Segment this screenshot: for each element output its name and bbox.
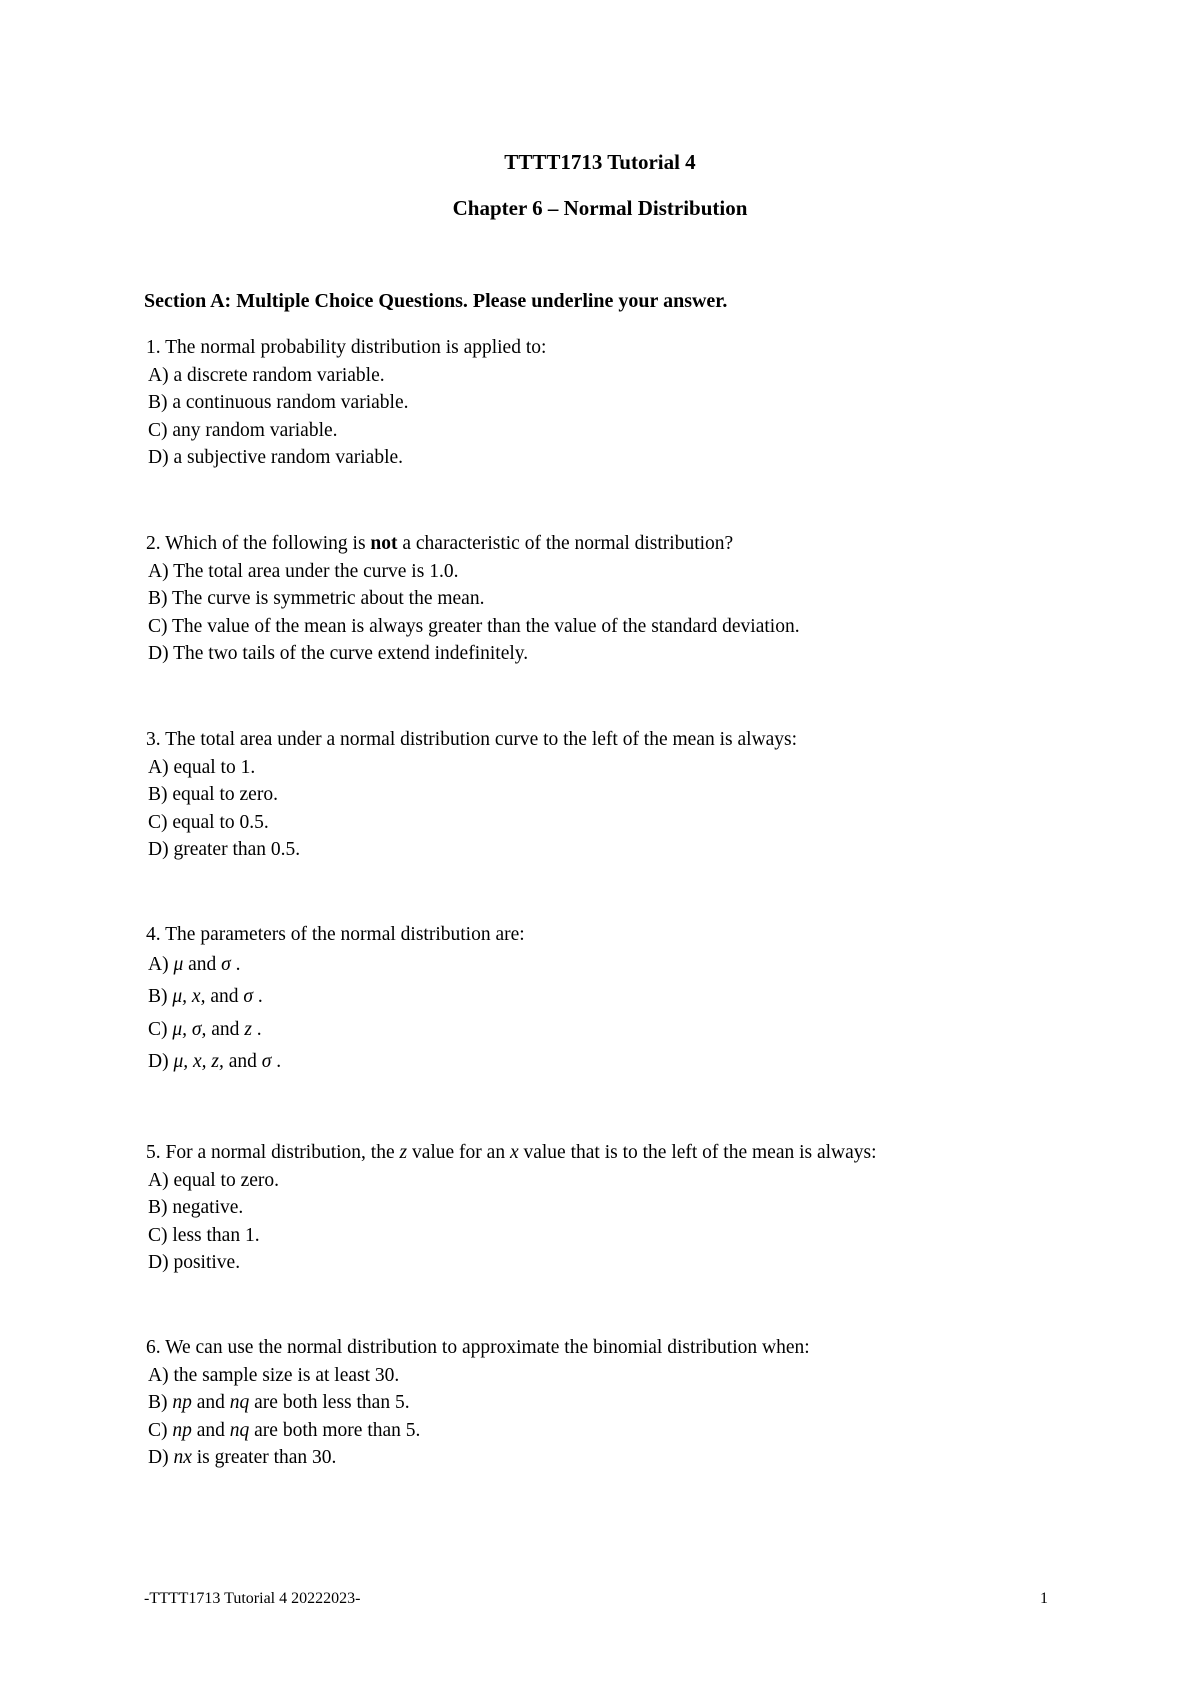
- math-symbol: σ: [261, 1051, 272, 1072]
- question-6: [144, 1334, 810, 1472]
- question-5-option-d: D) positive.: [148, 1252, 241, 1273]
- question-1-option-c: C) any random variable.: [148, 419, 338, 441]
- option-end: .: [251, 1018, 262, 1040]
- question-1-option-a: A) a discrete random variable.: [148, 364, 385, 386]
- question-5-stem-mid: value for an: [407, 1142, 510, 1163]
- math-variable: z: [399, 1142, 408, 1163]
- question-2-option-a: A) The total area under the curve is 1.0.: [148, 560, 459, 582]
- section-a-heading: Section A: Multiple Choice Questions. Please underline your answer.: [144, 290, 728, 312]
- question-4-stem: 4. The parameters of the normal distribution are:: [146, 924, 525, 945]
- option-label: A): [148, 1364, 174, 1386]
- question-1: [144, 334, 546, 472]
- option-label: D): [148, 1447, 174, 1468]
- footer-page-number: 1: [1040, 1590, 1048, 1607]
- question-3-option-b: B) equal to zero.: [148, 784, 278, 805]
- math-variable: np: [172, 1419, 192, 1441]
- option-label: C): [148, 1018, 168, 1040]
- option-text: and: [191, 1392, 230, 1413]
- question-5-stem-pre: 5. For a normal distribution, the: [146, 1142, 400, 1163]
- math-symbol: σ: [243, 986, 253, 1007]
- question-2-stem-pre: 2. Which of the following is: [146, 533, 371, 554]
- question-5-stem: [144, 1139, 877, 1167]
- math-symbols: μ, x, z,: [173, 1051, 224, 1072]
- option-text: are both more than 5.: [249, 1419, 421, 1441]
- option-text: and: [183, 953, 222, 975]
- question-5-option-c: C) less than 1.: [148, 1224, 260, 1246]
- question-5-option-a: A) equal to zero.: [148, 1169, 280, 1191]
- question-5: [144, 1139, 877, 1277]
- question-6-option-c: [144, 1417, 810, 1445]
- option-text: the sample size is at least 30.: [173, 1364, 400, 1386]
- option-end: .: [230, 953, 241, 975]
- option-end: .: [252, 986, 263, 1007]
- option-label: C): [148, 1419, 173, 1441]
- question-5-stem-post: value that is to the left of the mean is always:: [518, 1142, 877, 1163]
- math-symbols: μ: [173, 953, 184, 975]
- question-2-option-c: C) The value of the mean is always greater than the value of the standard deviation.: [148, 615, 800, 637]
- math-symbols: μ, σ,: [172, 1018, 207, 1040]
- question-4: [144, 921, 525, 1079]
- question-1-option-b: B) a continuous random variable.: [148, 392, 409, 413]
- question-6-option-b: [144, 1389, 810, 1417]
- question-2-stem-post: a characteristic of the normal distribution?: [397, 533, 734, 554]
- question-6-option-a: [144, 1362, 810, 1390]
- question-2-stem-emphasis: not: [370, 533, 398, 554]
- math-variable: x: [509, 1142, 519, 1163]
- math-symbols: μ, x,: [172, 986, 206, 1007]
- option-label: A): [148, 953, 169, 975]
- question-6-option-d: [144, 1444, 810, 1472]
- question-2: [144, 530, 800, 668]
- math-symbol: σ: [221, 953, 231, 975]
- question-6-stem: 6. We can use the normal distribution to approximate the binomial distribution when:: [146, 1337, 810, 1358]
- option-text: and: [191, 1419, 230, 1441]
- option-end: .: [271, 1051, 282, 1072]
- option-label: B): [148, 1392, 173, 1413]
- question-2-option-d: D) The two tails of the curve extend indefinitely.: [148, 643, 529, 664]
- option-text: is greater than 30.: [191, 1447, 337, 1468]
- question-3-stem: 3. The total area under a normal distribution curve to the left of the mean is always:: [146, 729, 798, 750]
- question-3: [144, 726, 797, 864]
- option-text: are both less than 5.: [249, 1392, 410, 1413]
- question-1-stem: 1. The normal probability distribution is applied to:: [146, 337, 547, 358]
- option-label: B): [148, 986, 168, 1007]
- option-label: D): [148, 1051, 169, 1072]
- option-text: and: [205, 986, 244, 1007]
- option-text: and: [223, 1051, 262, 1072]
- question-4-option-c: [144, 1014, 525, 1047]
- footer-document-id: -TTTT1713 Tutorial 4 20222023-: [144, 1590, 361, 1607]
- question-2-stem: [144, 530, 800, 558]
- page-subtitle: Chapter 6 – Normal Distribution: [452, 196, 748, 220]
- option-text: and: [206, 1018, 245, 1040]
- question-4-option-b: [144, 981, 525, 1014]
- question-5-option-b: B) negative.: [148, 1197, 244, 1218]
- question-4-option-a: [144, 949, 525, 982]
- question-3-option-c: C) equal to 0.5.: [148, 811, 269, 833]
- math-variable: nx: [173, 1447, 192, 1468]
- question-3-option-a: A) equal to 1.: [148, 756, 256, 778]
- page-title: TTTT1713 Tutorial 4: [504, 150, 696, 174]
- question-3-option-d: D) greater than 0.5.: [148, 839, 301, 860]
- math-variable: nq: [229, 1419, 250, 1441]
- question-4-option-d: [144, 1046, 525, 1079]
- question-1-option-d: D) a subjective random variable.: [148, 447, 404, 468]
- math-variable: np: [172, 1392, 192, 1413]
- math-symbol: z: [244, 1018, 252, 1040]
- question-2-option-b: B) The curve is symmetric about the mean.: [148, 588, 485, 609]
- math-variable: nq: [229, 1392, 250, 1413]
